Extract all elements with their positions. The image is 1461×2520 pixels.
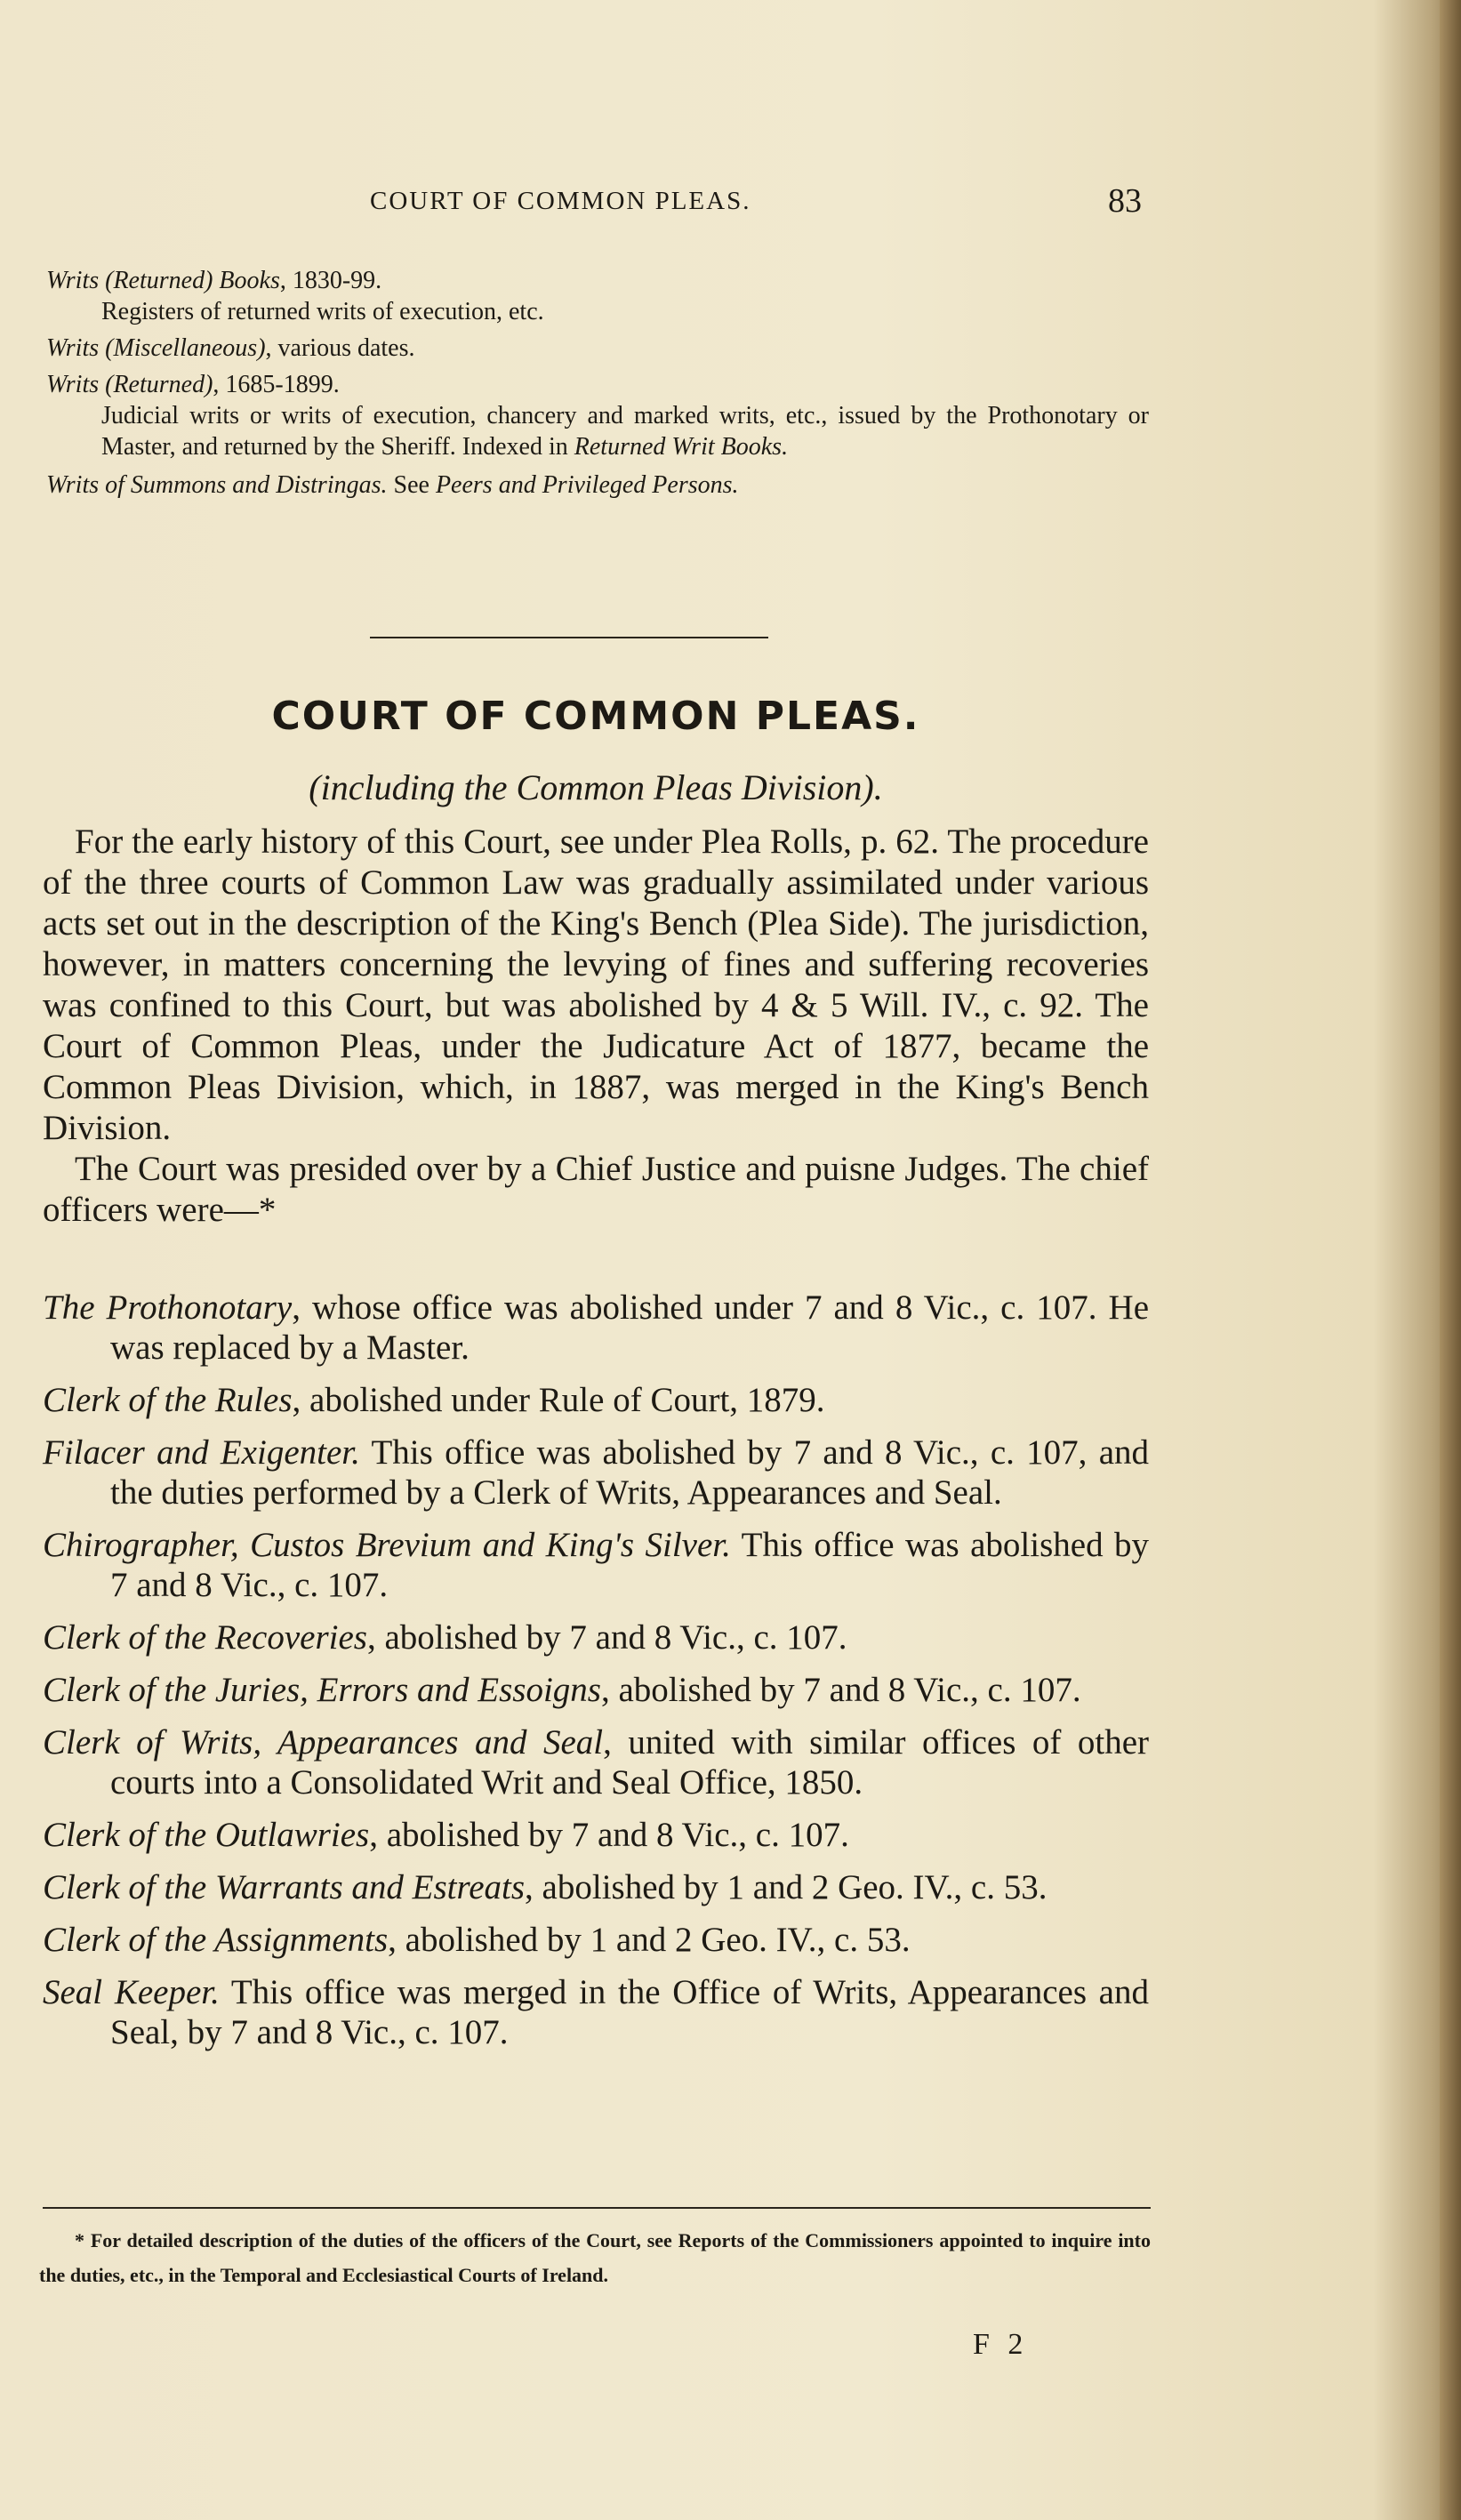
officer-entry: Clerk of the Rules, abolished under Rule of Court, 1879. <box>43 1381 825 1419</box>
entry-writs-returned-books: Writs (Returned) Books, 1830-99. <box>46 267 382 294</box>
page-edge <box>1440 0 1461 2520</box>
officer-entry: Clerk of the Assignments, abolished by 1 and 2 Geo. IV., c. 53. <box>43 1921 911 1959</box>
top-entries <box>46 265 1149 501</box>
officer-entry: Filacer and Exigenter. This office was abolished by 7 and 8 Vic., c. 107, and the duties performed by a Clerk of Writs, Appearances and Seal. <box>43 1433 1150 1512</box>
paragraph: For the early history of this Court, see under Plea Rolls, p. 62. The procedure of the three courts of Common Law was gradually assimilated under various acts set out in the description of the King's Bench (Plea Side). The jurisdiction, however, in matters concerning the levying of fines and suffering recoveries was confined to this Court, but was abolished by 4 & 5 Will. IV., c. 92. The Court of Common Pleas, under the Judicature Act of 1877, became the Common Pleas Division, which, in 1887, was merged in the King's Bench Division. <box>43 823 1149 1147</box>
officer-entry: Chirographer, Custos Brevium and King's Silver. This office was abolished by 7 and 8 Vic., c. 107. <box>43 1526 1150 1604</box>
officer-entry: Clerk of Writs, Appearances and Seal, united with similar offices of other courts into a Consolidated Writ and Seal Office, 1850. <box>43 1723 1150 1802</box>
officer-entry: Clerk of the Juries, Errors and Essoigns, abolished by 7 and 8 Vic., c. 107. <box>43 1671 1081 1709</box>
section-body <box>43 822 1149 1231</box>
section-subheading: (including the Common Pleas Division). <box>309 767 883 807</box>
entry-writs-summons: Writs of Summons and Distringas. See Peers and Privileged Persons. <box>46 471 739 499</box>
entry-writs-miscellaneous: Writs (Miscellaneous), various dates. <box>46 334 415 362</box>
page-number: 83 <box>1108 182 1142 220</box>
officer-entry: The Prothonotary, whose office was abolished under 7 and 8 Vic., c. 107. He was replaced by a Master. <box>43 1288 1149 1367</box>
signature-mark: F 2 <box>973 2328 1029 2361</box>
running-title: COURT OF COMMON PLEAS. <box>370 187 751 215</box>
section-divider <box>370 637 768 638</box>
officer-entry: Seal Keeper. This office was merged in the Office of Writs, Appearances and Seal, by 7 and 8 Vic., c. 107. <box>43 1973 1149 2051</box>
running-head <box>0 182 1461 222</box>
officer-entry: Clerk of the Warrants and Estreats, abolished by 1 and 2 Geo. IV., c. 53. <box>43 1868 1048 1906</box>
footnote-text: * For detailed description of the duties of the officers of the Court, see Reports of the Commissioners appointed to inquire into the duties, etc., in the Temporal and Ecclesiastical Courts of Ireland. <box>39 2229 1151 2286</box>
entry-writs-returned-books-desc: Registers of returned writs of execution, etc. <box>101 298 544 325</box>
footnote <box>39 2223 1151 2292</box>
entry-writs-returned: Writs (Returned), 1685-1899. <box>46 371 340 398</box>
officer-list <box>43 1288 1149 2065</box>
footnote-divider <box>43 2207 1151 2209</box>
entry-writs-returned-desc: Judicial writs or writs of execution, chancery and marked writs, etc., issued by the Prothonotary or Master, and returned by the Sheriff. Indexed in Returned Writ Books. <box>101 402 1149 461</box>
officer-entry: Clerk of the Outlawries, abolished by 7 and 8 Vic., c. 107. <box>43 1816 849 1854</box>
paragraph: The Court was presided over by a Chief Justice and puisne Judges. The chief officers were—* <box>43 1150 1149 1229</box>
officer-entry: Clerk of the Recoveries, abolished by 7 and 8 Vic., c. 107. <box>43 1618 847 1657</box>
section-heading: COURT OF COMMON PLEAS. <box>271 694 920 739</box>
